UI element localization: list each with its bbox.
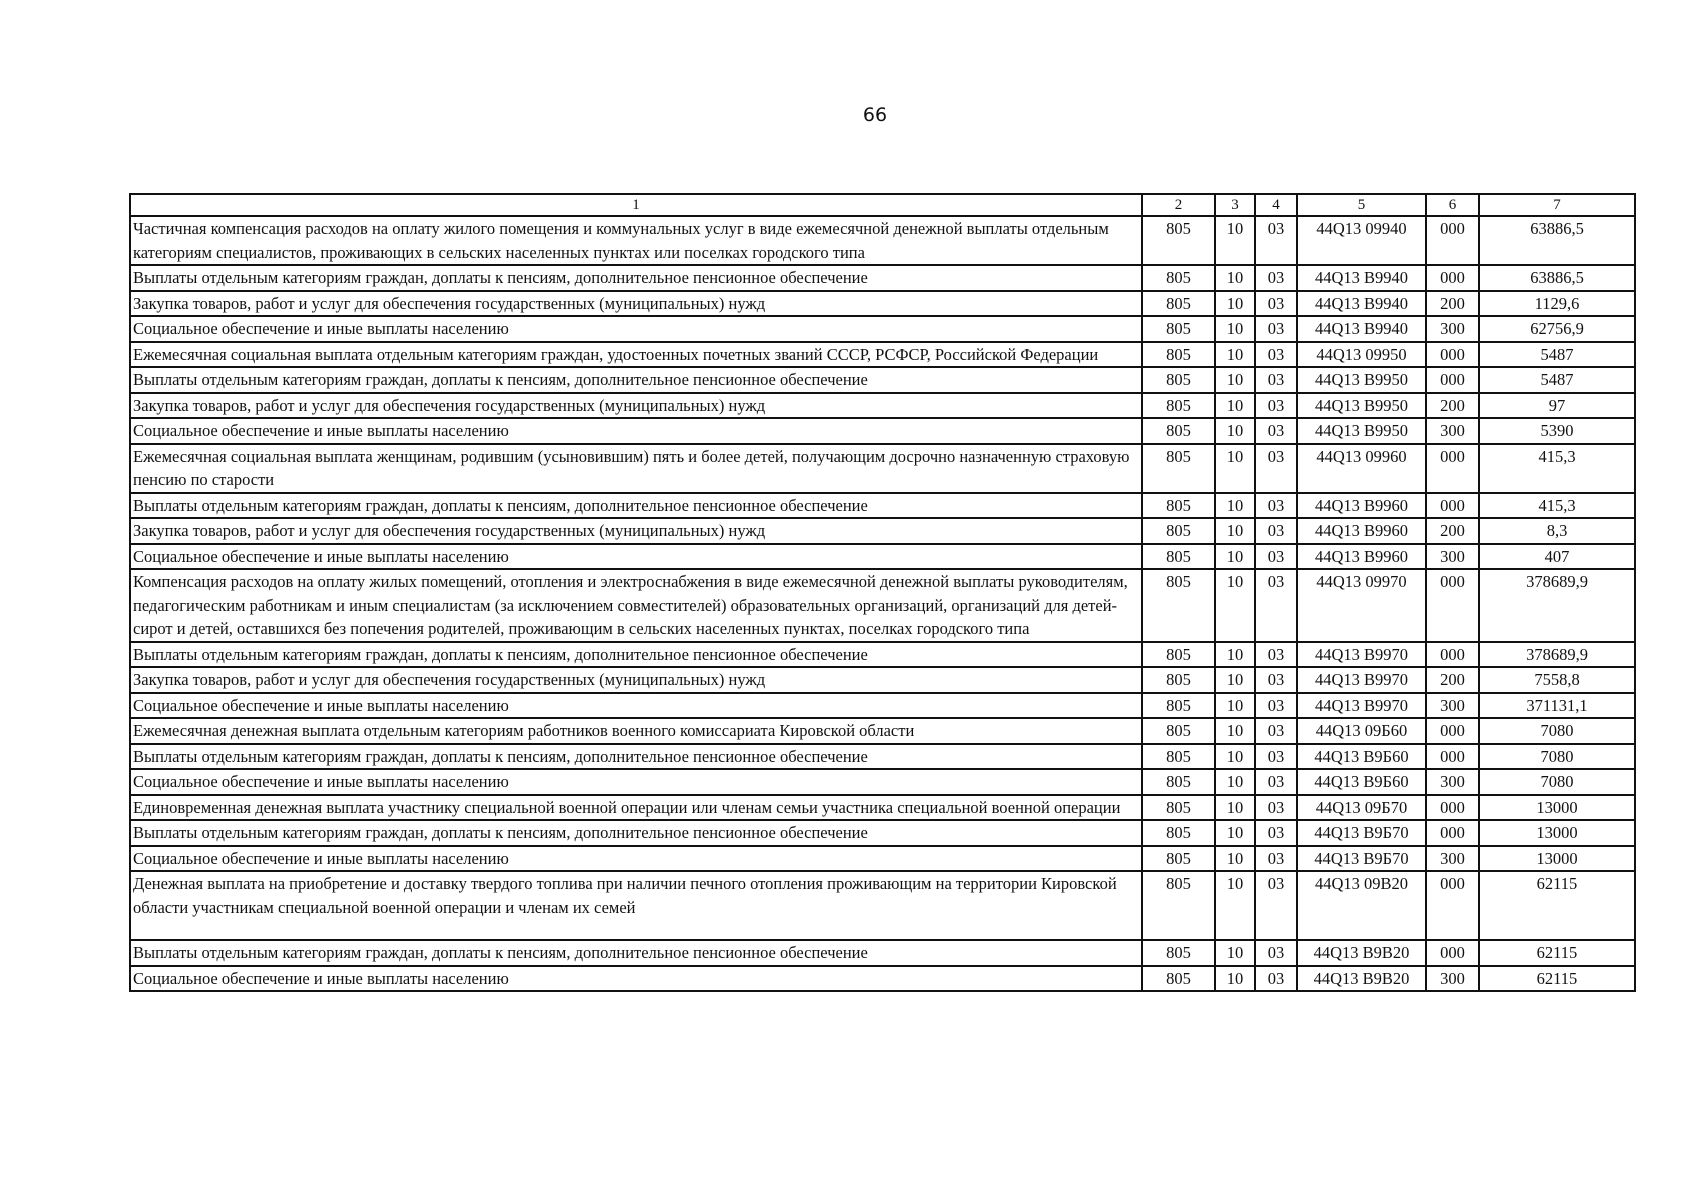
cell-expense-type: 000 xyxy=(1426,493,1479,519)
page-number: 66 xyxy=(862,104,888,126)
cell-expense-type: 200 xyxy=(1426,667,1479,693)
table-row xyxy=(130,966,1635,992)
cell-expense-type: 300 xyxy=(1426,966,1479,992)
cell-amount: 62115 xyxy=(1479,871,1635,940)
row-description: Социальное обеспечение и иные выплаты населению xyxy=(130,769,1142,795)
table-row xyxy=(130,518,1635,544)
cell-section: 10 xyxy=(1215,718,1255,744)
row-description: Денежная выплата на приобретение и доставку твердого топлива при наличии печного отопления проживающим на территории Кировской области участникам специальной военной операции и членам их семей xyxy=(130,871,1142,940)
cell-expense-type: 000 xyxy=(1426,444,1479,493)
cell-admin-code: 805 xyxy=(1142,795,1215,821)
table-row xyxy=(130,693,1635,719)
table-row xyxy=(130,544,1635,570)
cell-section: 10 xyxy=(1215,342,1255,368)
cell-subsection: 03 xyxy=(1255,493,1297,519)
cell-subsection: 03 xyxy=(1255,569,1297,642)
cell-subsection: 03 xyxy=(1255,718,1297,744)
table-row xyxy=(130,342,1635,368)
header-row xyxy=(130,194,1635,216)
cell-target-article: 44Q13 В9950 xyxy=(1297,393,1426,419)
row-description: Ежемесячная денежная выплата отдельным категориям работников военного комиссариата Кировской области xyxy=(130,718,1142,744)
cell-expense-type: 000 xyxy=(1426,718,1479,744)
cell-expense-type: 000 xyxy=(1426,216,1479,265)
cell-admin-code: 805 xyxy=(1142,769,1215,795)
cell-admin-code: 805 xyxy=(1142,569,1215,642)
table-row xyxy=(130,216,1635,265)
cell-admin-code: 805 xyxy=(1142,367,1215,393)
table-row xyxy=(130,418,1635,444)
cell-section: 10 xyxy=(1215,393,1255,419)
table-row xyxy=(130,744,1635,770)
cell-target-article: 44Q13 В9В20 xyxy=(1297,940,1426,966)
row-description: Социальное обеспечение и иные выплаты населению xyxy=(130,418,1142,444)
cell-expense-type: 000 xyxy=(1426,871,1479,940)
cell-admin-code: 805 xyxy=(1142,316,1215,342)
column-header: 7 xyxy=(1479,194,1635,216)
cell-subsection: 03 xyxy=(1255,693,1297,719)
cell-admin-code: 805 xyxy=(1142,693,1215,719)
cell-admin-code: 805 xyxy=(1142,966,1215,992)
cell-subsection: 03 xyxy=(1255,966,1297,992)
cell-admin-code: 805 xyxy=(1142,544,1215,570)
row-description: Социальное обеспечение и иные выплаты населению xyxy=(130,693,1142,719)
column-header: 1 xyxy=(130,194,1142,216)
cell-subsection: 03 xyxy=(1255,316,1297,342)
table-row xyxy=(130,820,1635,846)
table-row xyxy=(130,493,1635,519)
cell-section: 10 xyxy=(1215,291,1255,317)
cell-admin-code: 805 xyxy=(1142,846,1215,872)
cell-subsection: 03 xyxy=(1255,940,1297,966)
cell-admin-code: 805 xyxy=(1142,667,1215,693)
row-description: Выплаты отдельным категориям граждан, доплаты к пенсиям, дополнительное пенсионное обеспечение xyxy=(130,642,1142,668)
cell-target-article: 44Q13 09Б60 xyxy=(1297,718,1426,744)
row-description: Выплаты отдельным категориям граждан, доплаты к пенсиям, дополнительное пенсионное обеспечение xyxy=(130,493,1142,519)
column-header: 4 xyxy=(1255,194,1297,216)
cell-admin-code: 805 xyxy=(1142,518,1215,544)
cell-amount: 63886,5 xyxy=(1479,216,1635,265)
cell-expense-type: 200 xyxy=(1426,291,1479,317)
cell-subsection: 03 xyxy=(1255,216,1297,265)
table-row xyxy=(130,444,1635,493)
cell-target-article: 44Q13 09В20 xyxy=(1297,871,1426,940)
table-row xyxy=(130,265,1635,291)
table-row xyxy=(130,316,1635,342)
cell-subsection: 03 xyxy=(1255,769,1297,795)
cell-subsection: 03 xyxy=(1255,444,1297,493)
cell-amount: 415,3 xyxy=(1479,444,1635,493)
row-description: Ежемесячная социальная выплата женщинам, родившим (усыновившим) пять и более детей, получающим досрочно назначенную страховую пенсию по старости xyxy=(130,444,1142,493)
cell-amount: 5487 xyxy=(1479,342,1635,368)
cell-target-article: 44Q13 09970 xyxy=(1297,569,1426,642)
cell-section: 10 xyxy=(1215,940,1255,966)
cell-subsection: 03 xyxy=(1255,667,1297,693)
cell-expense-type: 000 xyxy=(1426,820,1479,846)
cell-section: 10 xyxy=(1215,744,1255,770)
cell-admin-code: 805 xyxy=(1142,744,1215,770)
cell-expense-type: 000 xyxy=(1426,940,1479,966)
column-header: 3 xyxy=(1215,194,1255,216)
cell-section: 10 xyxy=(1215,667,1255,693)
row-description: Социальное обеспечение и иные выплаты населению xyxy=(130,544,1142,570)
cell-section: 10 xyxy=(1215,871,1255,940)
cell-section: 10 xyxy=(1215,544,1255,570)
cell-amount: 97 xyxy=(1479,393,1635,419)
budget-table xyxy=(129,193,1636,992)
cell-target-article: 44Q13 В9940 xyxy=(1297,316,1426,342)
cell-amount: 5390 xyxy=(1479,418,1635,444)
cell-subsection: 03 xyxy=(1255,367,1297,393)
cell-admin-code: 805 xyxy=(1142,871,1215,940)
row-description: Выплаты отдельным категориям граждан, доплаты к пенсиям, дополнительное пенсионное обеспечение xyxy=(130,744,1142,770)
row-description: Выплаты отдельным категориям граждан, доплаты к пенсиям, дополнительное пенсионное обеспечение xyxy=(130,820,1142,846)
cell-amount: 371131,1 xyxy=(1479,693,1635,719)
cell-subsection: 03 xyxy=(1255,846,1297,872)
table-body xyxy=(130,216,1635,991)
table-row xyxy=(130,667,1635,693)
cell-amount: 13000 xyxy=(1479,820,1635,846)
cell-expense-type: 000 xyxy=(1426,342,1479,368)
cell-admin-code: 805 xyxy=(1142,444,1215,493)
cell-expense-type: 000 xyxy=(1426,569,1479,642)
cell-target-article: 44Q13 В9Б60 xyxy=(1297,744,1426,770)
table-row xyxy=(130,642,1635,668)
column-header: 5 xyxy=(1297,194,1426,216)
table-row xyxy=(130,769,1635,795)
cell-section: 10 xyxy=(1215,642,1255,668)
cell-target-article: 44Q13 09Б70 xyxy=(1297,795,1426,821)
cell-amount: 5487 xyxy=(1479,367,1635,393)
cell-amount: 13000 xyxy=(1479,846,1635,872)
cell-amount: 415,3 xyxy=(1479,493,1635,519)
table-row xyxy=(130,367,1635,393)
cell-admin-code: 805 xyxy=(1142,820,1215,846)
column-header: 6 xyxy=(1426,194,1479,216)
row-description: Выплаты отдельным категориям граждан, доплаты к пенсиям, дополнительное пенсионное обеспечение xyxy=(130,940,1142,966)
cell-amount: 62756,9 xyxy=(1479,316,1635,342)
cell-subsection: 03 xyxy=(1255,744,1297,770)
cell-target-article: 44Q13 09940 xyxy=(1297,216,1426,265)
cell-expense-type: 000 xyxy=(1426,744,1479,770)
cell-section: 10 xyxy=(1215,265,1255,291)
cell-expense-type: 200 xyxy=(1426,393,1479,419)
cell-amount: 8,3 xyxy=(1479,518,1635,544)
cell-section: 10 xyxy=(1215,693,1255,719)
cell-subsection: 03 xyxy=(1255,518,1297,544)
cell-amount: 62115 xyxy=(1479,966,1635,992)
row-description: Закупка товаров, работ и услуг для обеспечения государственных (муниципальных) нужд xyxy=(130,667,1142,693)
cell-subsection: 03 xyxy=(1255,291,1297,317)
cell-admin-code: 805 xyxy=(1142,642,1215,668)
cell-section: 10 xyxy=(1215,316,1255,342)
cell-section: 10 xyxy=(1215,367,1255,393)
cell-section: 10 xyxy=(1215,966,1255,992)
cell-subsection: 03 xyxy=(1255,642,1297,668)
cell-expense-type: 300 xyxy=(1426,418,1479,444)
cell-admin-code: 805 xyxy=(1142,418,1215,444)
row-description: Социальное обеспечение и иные выплаты населению xyxy=(130,966,1142,992)
row-description: Закупка товаров, работ и услуг для обеспечения государственных (муниципальных) нужд xyxy=(130,393,1142,419)
cell-target-article: 44Q13 В9940 xyxy=(1297,265,1426,291)
cell-target-article: 44Q13 09960 xyxy=(1297,444,1426,493)
cell-admin-code: 805 xyxy=(1142,265,1215,291)
cell-admin-code: 805 xyxy=(1142,940,1215,966)
cell-subsection: 03 xyxy=(1255,544,1297,570)
table-row xyxy=(130,393,1635,419)
cell-admin-code: 805 xyxy=(1142,393,1215,419)
cell-admin-code: 805 xyxy=(1142,718,1215,744)
cell-amount: 7558,8 xyxy=(1479,667,1635,693)
cell-admin-code: 805 xyxy=(1142,493,1215,519)
row-description: Закупка товаров, работ и услуг для обеспечения государственных (муниципальных) нужд xyxy=(130,291,1142,317)
table-row xyxy=(130,795,1635,821)
cell-target-article: 44Q13 В9Б70 xyxy=(1297,846,1426,872)
row-description: Частичная компенсация расходов на оплату жилого помещения и коммунальных услуг в виде ежемесячной денежной выплаты отдельным категориям специалистов, проживающих в сельских населенных пунктах или поселках городского типа xyxy=(130,216,1142,265)
cell-expense-type: 300 xyxy=(1426,316,1479,342)
cell-expense-type: 000 xyxy=(1426,265,1479,291)
cell-amount: 407 xyxy=(1479,544,1635,570)
cell-amount: 63886,5 xyxy=(1479,265,1635,291)
table-row xyxy=(130,940,1635,966)
cell-section: 10 xyxy=(1215,444,1255,493)
cell-expense-type: 200 xyxy=(1426,518,1479,544)
cell-target-article: 44Q13 В9960 xyxy=(1297,544,1426,570)
cell-expense-type: 000 xyxy=(1426,795,1479,821)
cell-subsection: 03 xyxy=(1255,871,1297,940)
cell-section: 10 xyxy=(1215,846,1255,872)
cell-target-article: 44Q13 В9970 xyxy=(1297,642,1426,668)
cell-section: 10 xyxy=(1215,569,1255,642)
cell-section: 10 xyxy=(1215,418,1255,444)
cell-expense-type: 300 xyxy=(1426,693,1479,719)
cell-subsection: 03 xyxy=(1255,820,1297,846)
cell-expense-type: 000 xyxy=(1426,642,1479,668)
cell-amount: 7080 xyxy=(1479,718,1635,744)
cell-target-article: 44Q13 В9960 xyxy=(1297,493,1426,519)
row-description: Единовременная денежная выплата участнику специальной военной операции или членам семьи участника специальной военной операции xyxy=(130,795,1142,821)
cell-subsection: 03 xyxy=(1255,342,1297,368)
row-description: Компенсация расходов на оплату жилых помещений, отопления и электроснабжения в виде ежемесячной денежной выплаты руководителям, педагогическим работникам и иным специалистам (за исключением совместителей) образовательных организаций, организаций для детей-сирот и детей, оставшихся без попечения родителей, проживающим в сельских населенных пунктах, поселках городского типа xyxy=(130,569,1142,642)
cell-section: 10 xyxy=(1215,493,1255,519)
row-description: Выплаты отдельным категориям граждан, доплаты к пенсиям, дополнительное пенсионное обеспечение xyxy=(130,265,1142,291)
cell-subsection: 03 xyxy=(1255,795,1297,821)
table-row xyxy=(130,846,1635,872)
cell-expense-type: 300 xyxy=(1426,769,1479,795)
cell-subsection: 03 xyxy=(1255,418,1297,444)
row-description: Ежемесячная социальная выплата отдельным категориям граждан, удостоенных почетных званий СССР, РСФСР, Российской Федерации xyxy=(130,342,1142,368)
cell-admin-code: 805 xyxy=(1142,342,1215,368)
cell-amount: 378689,9 xyxy=(1479,569,1635,642)
cell-expense-type: 300 xyxy=(1426,846,1479,872)
cell-target-article: 44Q13 В9960 xyxy=(1297,518,1426,544)
cell-expense-type: 300 xyxy=(1426,544,1479,570)
cell-amount: 62115 xyxy=(1479,940,1635,966)
row-description: Социальное обеспечение и иные выплаты населению xyxy=(130,316,1142,342)
cell-amount: 7080 xyxy=(1479,744,1635,770)
cell-expense-type: 000 xyxy=(1426,367,1479,393)
cell-target-article: 44Q13 В9940 xyxy=(1297,291,1426,317)
table-row xyxy=(130,291,1635,317)
row-description: Социальное обеспечение и иные выплаты населению xyxy=(130,846,1142,872)
cell-target-article: 44Q13 В9Б70 xyxy=(1297,820,1426,846)
table-row xyxy=(130,871,1635,940)
cell-amount: 378689,9 xyxy=(1479,642,1635,668)
cell-target-article: 44Q13 В9950 xyxy=(1297,367,1426,393)
cell-section: 10 xyxy=(1215,216,1255,265)
cell-admin-code: 805 xyxy=(1142,291,1215,317)
cell-amount: 13000 xyxy=(1479,795,1635,821)
cell-subsection: 03 xyxy=(1255,265,1297,291)
row-description: Закупка товаров, работ и услуг для обеспечения государственных (муниципальных) нужд xyxy=(130,518,1142,544)
cell-section: 10 xyxy=(1215,769,1255,795)
cell-target-article: 44Q13 В9970 xyxy=(1297,667,1426,693)
cell-section: 10 xyxy=(1215,518,1255,544)
cell-amount: 7080 xyxy=(1479,769,1635,795)
cell-section: 10 xyxy=(1215,795,1255,821)
cell-subsection: 03 xyxy=(1255,393,1297,419)
cell-target-article: 44Q13 В9950 xyxy=(1297,418,1426,444)
cell-target-article: 44Q13 В9970 xyxy=(1297,693,1426,719)
cell-target-article: 44Q13 09950 xyxy=(1297,342,1426,368)
column-header: 2 xyxy=(1142,194,1215,216)
cell-amount: 1129,6 xyxy=(1479,291,1635,317)
table-row xyxy=(130,718,1635,744)
cell-admin-code: 805 xyxy=(1142,216,1215,265)
cell-target-article: 44Q13 В9Б60 xyxy=(1297,769,1426,795)
row-description: Выплаты отдельным категориям граждан, доплаты к пенсиям, дополнительное пенсионное обеспечение xyxy=(130,367,1142,393)
table-row xyxy=(130,569,1635,642)
cell-target-article: 44Q13 В9В20 xyxy=(1297,966,1426,992)
cell-section: 10 xyxy=(1215,820,1255,846)
